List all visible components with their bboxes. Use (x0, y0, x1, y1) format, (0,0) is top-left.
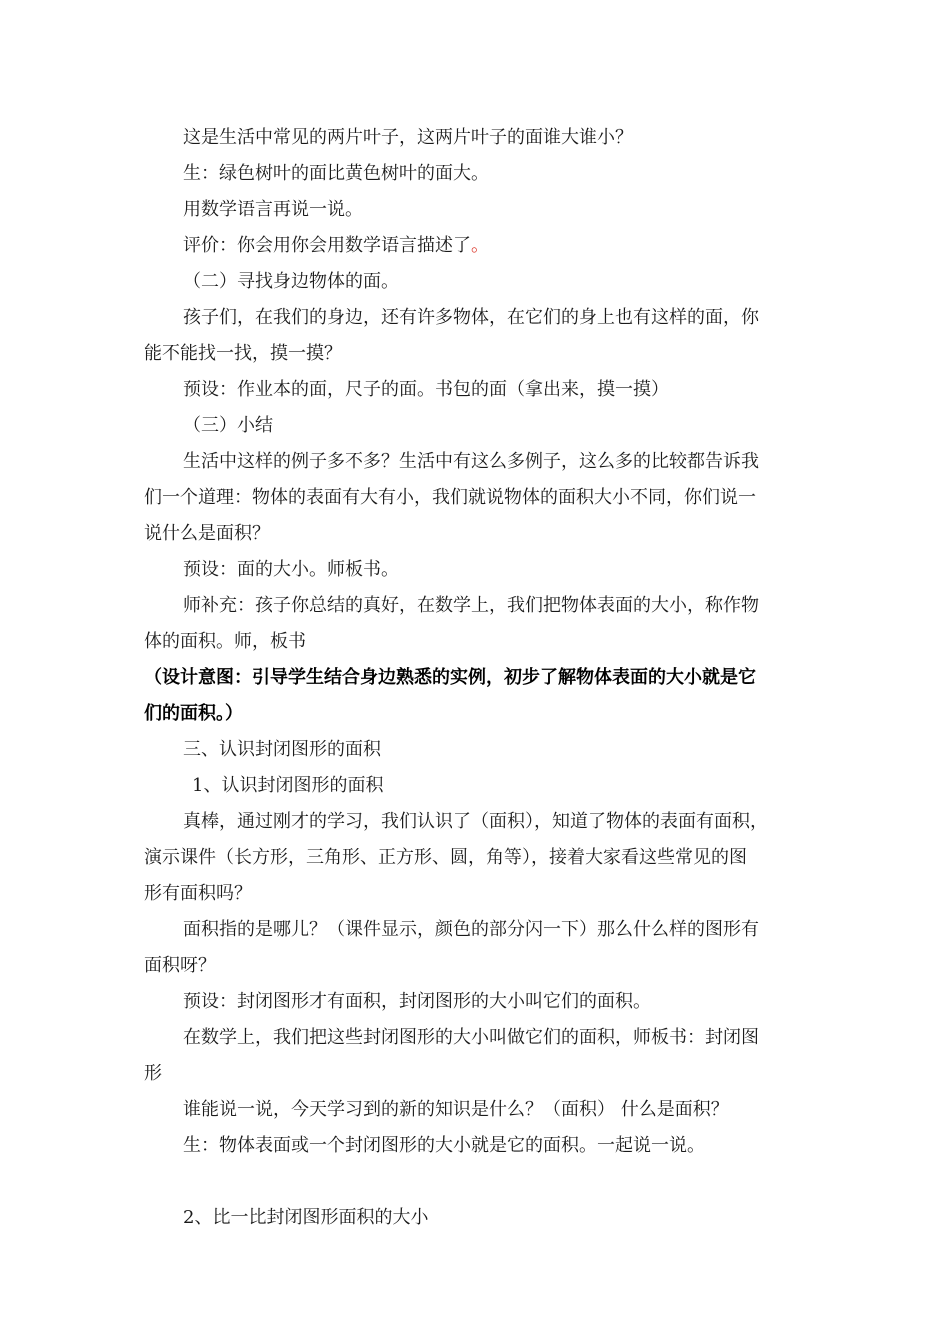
section-heading: （二）寻找身边物体的面。 (183, 271, 399, 292)
paragraph-line: 真棒，通过刚才的学习，我们认识了（面积），知道了物体的表面有面积， (183, 811, 768, 832)
evaluation-text: 评价：你会用你会用数学语言描述了 (183, 235, 471, 256)
paragraph-line: 预设：作业本的面，尺子的面。书包的面（拿出来，摸一摸） (183, 379, 669, 400)
paragraph-line (183, 234, 489, 258)
subsection-heading: 1、认识封闭图形的面积 (192, 775, 384, 796)
paragraph-line: 们一个道理：物体的表面有大有小，我们就说物体的面积大小不同，你们说一 (144, 487, 756, 508)
paragraph-line: 生：绿色树叶的面比黄色树叶的面大。 (183, 163, 489, 184)
paragraph-line: 形有面积吗？ (144, 883, 252, 904)
paragraph-line: 在数学上，我们把这些封闭图形的大小叫做它们的面积，师板书：封闭图 (183, 1027, 759, 1048)
paragraph-line: 生活中这样的例子多不多？生活中有这么多例子，这么多的比较都告诉我 (183, 451, 759, 472)
subsection-heading: 2、比一比封闭图形面积的大小 (183, 1207, 429, 1228)
paragraph-line: 能不能找一找，摸一摸？ (144, 343, 342, 364)
paragraph-line: 谁能说一说，今天学习到的新的知识是什么？（面积） 什么是面积？ (183, 1099, 729, 1120)
section-heading: （三）小结 (183, 415, 273, 436)
paragraph-line: 孩子们，在我们的身边，还有许多物体，在它们的身上也有这样的面，你 (183, 307, 759, 328)
red-period: 。 (471, 235, 489, 256)
paragraph-line: 形 (144, 1063, 162, 1084)
paragraph-line: 体的面积。师，板书 (144, 631, 306, 652)
paragraph-line: 生：物体表面或一个封闭图形的大小就是它的面积。一起说一说。 (183, 1135, 705, 1156)
paragraph-line: 演示课件（长方形，三角形、正方形、圆，角等），接着大家看这些常见的图 (144, 847, 747, 868)
design-intent-note: 们的面积。） (144, 703, 243, 724)
paragraph-line: 用数学语言再说一说。 (183, 199, 363, 220)
section-heading: 三、认识封闭图形的面积 (183, 739, 381, 760)
design-intent-note: （设计意图：引导学生结合身边熟悉的实例，初步了解物体表面的大小就是它 (144, 667, 756, 688)
paragraph-line: 面积呀？ (144, 955, 216, 976)
paragraph-line: 面积指的是哪儿？（课件显示，颜色的部分闪一下）那么什么样的图形有 (183, 919, 759, 940)
paragraph-line: 说什么是面积？ (144, 523, 270, 544)
paragraph-line: 预设：封闭图形才有面积，封闭图形的大小叫它们的面积。 (183, 991, 651, 1012)
paragraph-line: 这是生活中常见的两片叶子，这两片叶子的面谁大谁小？ (183, 127, 633, 148)
paragraph-line: 师补充：孩子你总结的真好，在数学上，我们把物体表面的大小，称作物 (183, 595, 759, 616)
paragraph-line: 预设：面的大小。师板书。 (183, 559, 399, 580)
